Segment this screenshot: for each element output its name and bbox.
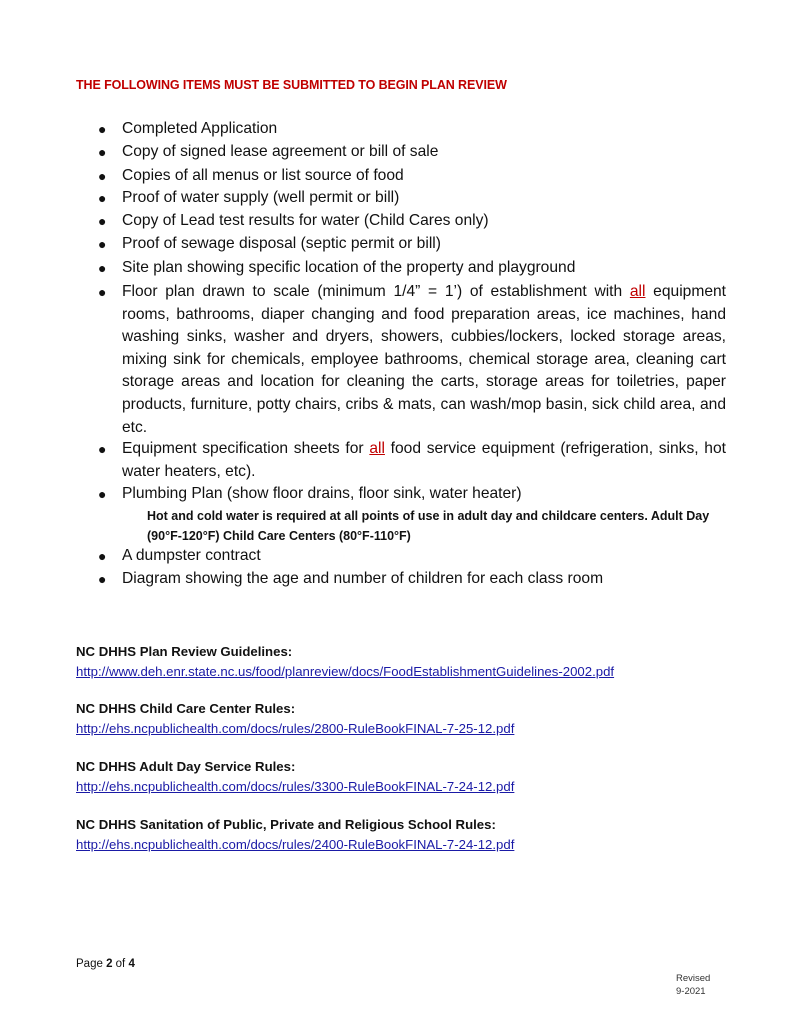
list-item: ● Diagram showing the age and number of children for each class room	[98, 568, 726, 591]
list-item: ● Site plan showing specific location of the property and playground	[98, 257, 726, 280]
bullet-icon: ●	[98, 284, 107, 300]
list-item: ● Proof of sewage disposal (septic permit or bill)	[98, 233, 726, 256]
bullet-icon: ●	[98, 486, 107, 502]
reference-link[interactable]: http://ehs.ncpublichealth.com/docs/rules/2800-RuleBookFINAL-7-25-12.pdf	[76, 721, 515, 736]
list-item-equipment: ● Equipment specification sheets for all food service equipment (refrigeration, sinks, hot water heaters, etc).	[98, 440, 726, 480]
bullet-icon: ●	[98, 548, 107, 564]
reference-title: NC DHHS Child Care Center Rules:	[76, 701, 296, 716]
reference-link[interactable]: http://www.deh.enr.state.nc.us/food/planreview/docs/FoodEstablishmentGuidelines-2002.pdf	[76, 664, 615, 679]
bullet-icon: ●	[98, 190, 107, 206]
bullet-icon: ●	[98, 168, 107, 184]
reference-link[interactable]: http://ehs.ncpublichealth.com/docs/rules/3300-RuleBookFINAL-7-24-12.pdf	[76, 779, 515, 794]
list-item: ● Copies of all menus or list source of food	[98, 165, 726, 188]
reference-link[interactable]: http://ehs.ncpublichealth.com/docs/rules/2400-RuleBookFINAL-7-24-12.pdf	[76, 837, 515, 852]
list-item-floor-plan: ● Floor plan drawn to scale (minimum 1/4” = 1’) of establishment with all equipment rooms, bathrooms, diaper changing and food preparation areas, ice machines, hand washing sinks, washer and dryers, showers, cubbies/lockers, locked storage areas, mixing sink for chemicals, employee bathrooms, chemical storage area, cleaning cart storage areas and location for cleaning the carts, storage areas for toiletries, paper products, furniture, potty chairs, cribs & mats, can wash/mop basin, sick child area, and etc.	[98, 283, 726, 436]
bullet-icon: ●	[98, 236, 107, 252]
page-number: Page 2 of 4	[76, 958, 135, 970]
bullet-icon: ●	[98, 121, 107, 137]
reference-title: NC DHHS Sanitation of Public, Private and Religious School Rules:	[76, 817, 496, 832]
list-item: ● Copy of signed lease agreement or bill of sale	[98, 141, 726, 164]
section-heading: THE FOLLOWING ITEMS MUST BE SUBMITTED TO BEGIN PLAN REVIEW	[76, 78, 507, 92]
reference-title: NC DHHS Adult Day Service Rules:	[76, 759, 296, 774]
list-item: ● Completed Application	[98, 118, 726, 141]
bullet-icon: ●	[98, 260, 107, 276]
bullet-icon: ●	[98, 213, 107, 229]
bullet-icon: ●	[98, 441, 107, 457]
list-item: ● Proof of water supply (well permit or bill)	[98, 187, 726, 210]
list-item-plumbing: ● Plumbing Plan (show floor drains, floor sink, water heater)	[98, 483, 726, 506]
list-item: ● A dumpster contract	[98, 545, 726, 568]
plumbing-note: Hot and cold water is required at all points of use in adult day and childcare centers. Adult Day (90°F-120°F) Child Care Centers (80°F-110°F)	[147, 509, 710, 543]
bullet-icon: ●	[98, 571, 107, 587]
reference-title: NC DHHS Plan Review Guidelines:	[76, 644, 293, 659]
list-item: ● Copy of Lead test results for water (Child Cares only)	[98, 210, 726, 233]
revision-note: Revised 9-2021	[676, 973, 711, 997]
bullet-icon: ●	[98, 144, 107, 160]
